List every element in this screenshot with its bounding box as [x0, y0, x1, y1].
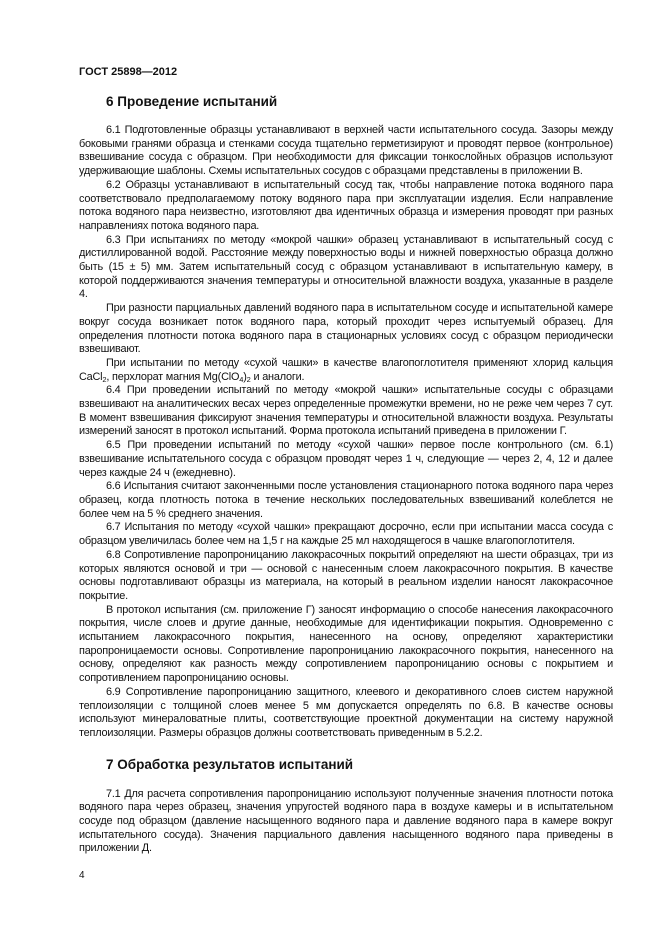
subscript: 4: [239, 374, 244, 384]
paragraph-6-3-desiccant: [79, 357, 613, 384]
desiccant-text-4: и аналоги.: [250, 370, 305, 383]
subscript: 2: [246, 374, 251, 384]
paragraph-6-3: 6.3 При испытаниях по методу «мокрой чашки» образец устанавливают в испытательный сосуд с дистиллированной водой. Расстояние между поверхностью воды и нижней поверхностью образца должно быть (15 ± 5) мм. Затем испытательный сосуд с образцом устанавливают в испытательную камеру, в которой поддерживаются значения температуры и относительной влажности воздуха, указанные в разделе 4.: [79, 233, 613, 301]
paragraph-6-6: 6.6 Испытания считают законченными после установления стационарного потока водяного пара через образец, когда плотность потока в течение нескольких последовательных взвешиваний колеблется не более чем на 5 % среднего значения.: [79, 480, 613, 520]
paragraph-6-8: 6.8 Сопротивление паропроницанию лакокрасочных покрытий определяют на шести образцах, три из которых являются основой и три — основой с нанесенным слоем лакокрасочного покрытия. В качестве основы подготавливают образцы из материала, на который в реальном изделии наносят лакокрасочное покрытие.: [79, 548, 613, 602]
section-7-heading: 7 Обработка результатов испытаний: [106, 756, 354, 772]
paragraph-6-4: 6.4 При проведении испытаний по методу «мокрой чашки» испытательные сосуды с образцами взвешивают на аналитических весах через определенные промежутки времени, но не реже чем через 7 сут. В момент взвешивания фиксируют значения температуры и относительной влажности воздуха. Результаты измерений заносят в протокол испытаний. Форма протокола испытаний приведена в приложении Г.: [79, 384, 613, 438]
paragraph-6-9: 6.9 Сопротивление паропроницанию защитного, клеевого и декоративного слоев систем наружной теплоизоляции с толщиной слоев менее 5 мм допускается определять по 6.8. В качестве основы используют минераловатные плиты, соответствующие проектной документации на систему наружной теплоизоляции. Размеры образцов должны соответствовать приведенным в 5.2.2.: [79, 685, 613, 739]
desiccant-text-2: , перхлорат магния Mg(ClO: [106, 370, 240, 383]
desiccant-text-1: При испытании по методу «сухой чашки» в качестве влагопоглотителя применяют хлорид кальция CaCl: [79, 356, 613, 383]
section-6-body: [79, 124, 613, 741]
page-number: 4: [79, 870, 85, 882]
paragraph-6-5: 6.5 При проведении испытаний по методу «сухой чашки» первое после контрольного (см. 6.1) взвешивание испытательного сосуда с образцом проводят через 1 ч, следующие — через 2, 4, 12 и далее через каждые 24 ч (ежедневно).: [79, 439, 613, 479]
paragraph-6-2: 6.2 Образцы устанавливают в испытательный сосуд так, чтобы направление потока водяного пара соответствовало предполагаемому потоку водяного пара при эксплуатации изделия. Если направление потока водяного пара неизвестно, изготовляют два идентичных образца и измерения проводят при разных направлениях потока водяного пара.: [79, 178, 613, 232]
desiccant-text-3: ): [243, 370, 247, 383]
paragraph-6-8-protocol: В протокол испытания (см. приложение Г) заносят информацию о способе нанесения лакокрасочного покрытия, числе слоев и другие данные, необходимые для идентификации покрытия. Одновременно с испытанием лакокрасочного покрытия, нанесенного на основу, определяют характеристики паропроницаемости основы. Сопротивление паропроницанию лакокрасочного покрытия, нанесенного на основу, определяют как разность между сопротивлением паропроницанию основы с покрытием и сопротивлением паропроницанию основы.: [79, 603, 613, 685]
paragraph-6-1: 6.1 Подготовленные образцы устанавливают в верхней части испытательного сосуда. Зазоры между боковыми гранями образца и стенками сосуда тщательно герметизируют и проводят первое (контрольное) взвешивание сосуда с образцом. При необходимости для фиксации тонкослойных образцов используют удерживающие шаблоны. Схемы испытательных сосудов с образцами представлены в приложении В.: [79, 124, 613, 178]
paragraph-7-1: 7.1 Для расчета сопротивления паропроницанию используют полученные значения плотности потока водяного пара через образец, значения упругостей водяного пара в воздухе камеры и в испытательном сосуде под образцом (давление насыщенного водяного пара и давление водяного пара в камере вокруг испытательного сосуда). Значения парциального давления насыщенного водяного пара приведены в приложении Д.: [79, 787, 613, 855]
document-header: ГОСТ 25898—2012: [79, 66, 178, 78]
section-7-body: [79, 788, 613, 857]
paragraph-6-7: 6.7 Испытания по методу «сухой чашки» прекращают досрочно, если при испытании масса сосуда с образцом увеличилась более чем на 1,5 г на каждые 25 мл находящегося в чашке влагопоглотителя.: [79, 521, 613, 548]
section-6-heading: 6 Проведение испытаний: [106, 94, 278, 109]
subscript: 2: [102, 374, 107, 384]
paragraph-6-3-partial-pressure: При разности парциальных давлений водяного пара в испытательном сосуде и испытательной камере вокруг сосуда возникает поток водяного пара, который проходит через испытуемый образец. Для определения плотности потока водяного пара в стационарных условиях сосуд с образцом периодически взвешивают.: [79, 302, 613, 356]
